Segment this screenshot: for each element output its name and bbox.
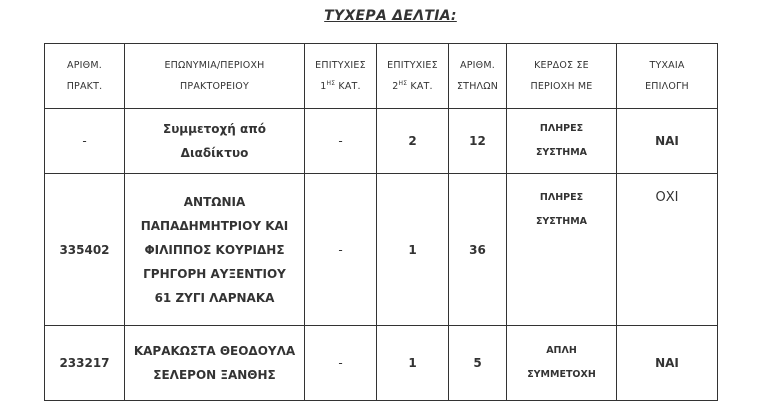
- cell-tyxaia: ΝΑΙ: [617, 109, 718, 174]
- winning-tickets-table: [44, 43, 718, 401]
- cell-kerdos: ΑΠΛΗ ΣΥΜΜΕΤΟΧΗ: [507, 326, 617, 401]
- header-eponymia: ΕΠΩΝΥΜΙΑ/ΠΕΡΙΟΧΗ ΠΡΑΚΤΟΡΕΙΟΥ: [125, 44, 305, 109]
- table-row: [45, 326, 718, 401]
- header-epityxies-2: ΕΠΙΤΥΧΙΕΣ $2^{H\Sigma}$ ΚΑΤ.: [377, 44, 449, 109]
- header-tyxaia: ΤΥΧΑΙΑ ΕΠΙΛΟΓΗ: [617, 44, 718, 109]
- page-title: ΤΥΧΕΡΑ ΔΕΛΤΙΑ:: [324, 8, 457, 24]
- table-header-row: [45, 44, 718, 109]
- cell-stiles: 5: [449, 326, 507, 401]
- cell-arith-prakt: 335402: [45, 174, 125, 326]
- cell-eponymia: ΚΑΡΑΚΩΣΤΑ ΘΕΟΔΟΥΛΑ ΣΕΛΕΡΟΝ ΞΑΝΘΗΣ: [125, 326, 305, 401]
- cell-tyxaia: ΝΑΙ: [617, 326, 718, 401]
- cell-arith-prakt: -: [45, 109, 125, 174]
- table-row: [45, 109, 718, 174]
- cell-stiles: 36: [449, 174, 507, 326]
- table-row: [45, 174, 718, 326]
- header-kerdos: ΚΕΡΔΟΣ ΣΕ ΠΕΡΙΟΧΗ ΜΕ: [507, 44, 617, 109]
- cell-kerdos: ΠΛΗΡΕΣ ΣΥΣΤΗΜΑ: [507, 174, 617, 326]
- cell-eponymia: Συμμετοχή από Διαδίκτυο: [125, 109, 305, 174]
- cell-cat1: -: [305, 109, 377, 174]
- header-arith-prakt: ΑΡΙΘΜ. ΠΡΑΚΤ.: [45, 44, 125, 109]
- cell-cat2: 2: [377, 109, 449, 174]
- cell-cat1: -: [305, 326, 377, 401]
- cell-cat1: -: [305, 174, 377, 326]
- cell-cat2: 1: [377, 326, 449, 401]
- cell-eponymia: ΑΝΤΩΝΙΑ ΠΑΠΑΔΗΜΗΤΡΙΟΥ ΚΑΙ ΦΙΛΙΠΠΟΣ ΚΟΥΡΙΔΗΣ ΓΡΗΓΟΡΗ ΑΥΞΕΝΤΙΟΥ 61 ΖΥΓΙ ΛΑΡΝΑΚΑ: [125, 174, 305, 326]
- cell-kerdos: ΠΛΗΡΕΣ ΣΥΣΤΗΜΑ: [507, 109, 617, 174]
- header-epityxies-1: ΕΠΙΤΥΧΙΕΣ $1^{H\Sigma}$ ΚΑΤ.: [305, 44, 377, 109]
- header-arith-stilon: ΑΡΙΘΜ. ΣΤΗΛΩΝ: [449, 44, 507, 109]
- cell-tyxaia: ΟΧΙ: [617, 174, 718, 326]
- cell-cat2: 1: [377, 174, 449, 326]
- cell-arith-prakt: 233217: [45, 326, 125, 401]
- cell-stiles: 12: [449, 109, 507, 174]
